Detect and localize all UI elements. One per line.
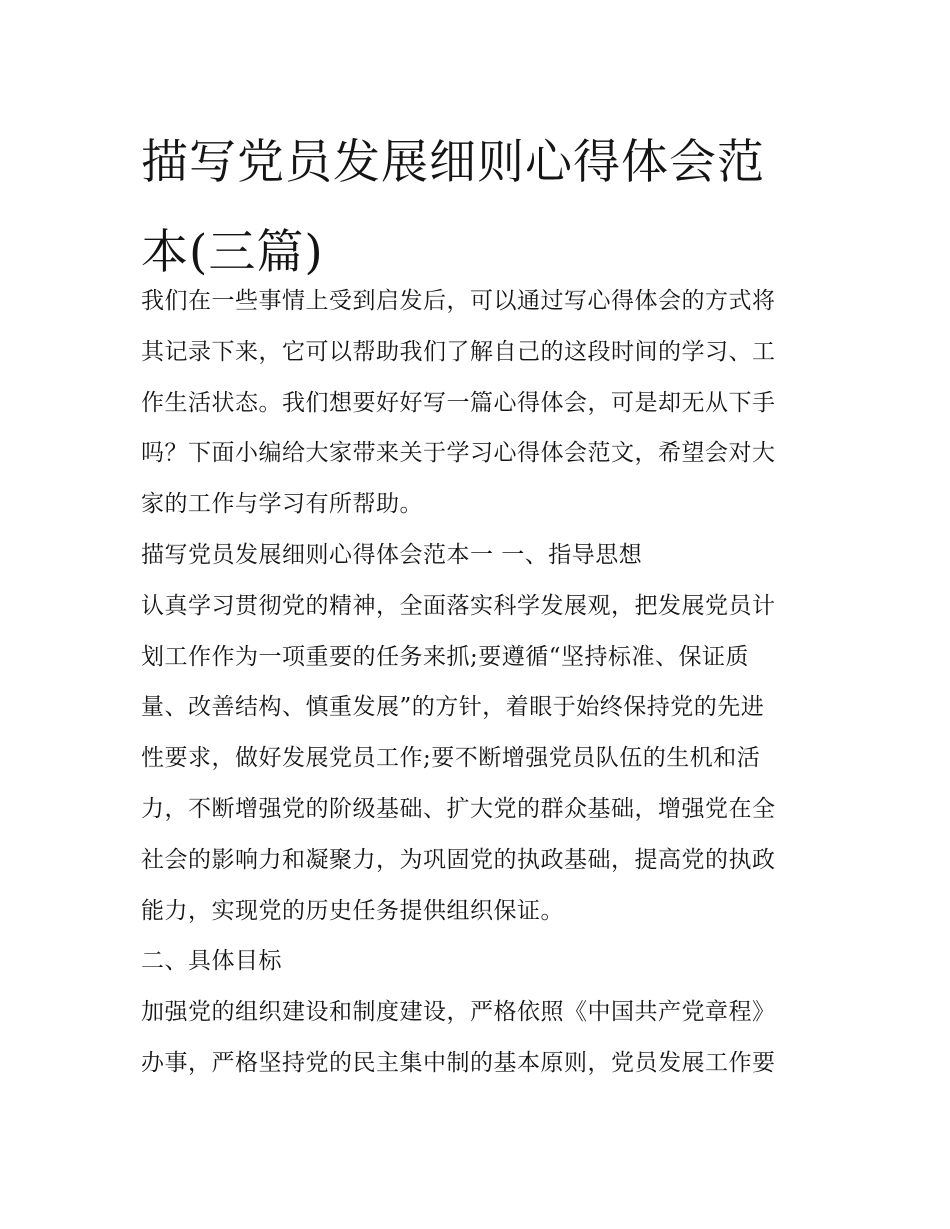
document-body: [141, 276, 821, 1089]
body-line-7: 能力，实现党的历史任务提供组织保证。: [141, 897, 564, 924]
document-title: [141, 118, 821, 298]
body-line-4: 性要求，做好发展党员工作;要不断增强党员队伍的生机和活: [141, 745, 761, 772]
intro-line-4: 吗？下面小编给大家带来关于学习心得体会范文，希望会对大: [141, 440, 776, 467]
body-line-2: 划工作作为一项重要的任务来抓;要遵循“坚持标准、保证质: [141, 643, 750, 670]
body-line-5: 力，不断增强党的阶级基础、扩大党的群众基础，增强党在全: [141, 795, 776, 822]
intro-line-1: 我们在一些事情上受到启发后，可以通过写心得体会的方式将: [141, 288, 776, 314]
section-heading-1: 描写党员发展细则心得体会范本一 一、指导思想: [141, 541, 643, 568]
body-line-3: 量、改善结构、慎重发展”的方针，着眼于始终保持党的先进: [141, 694, 765, 721]
title-line-2: 本(三篇): [141, 225, 324, 280]
body-line-8: 加强党的组织建设和制度建设，严格依照《中国共产党章程》: [141, 999, 776, 1026]
body-line-1: 认真学习贯彻党的精神，全面落实科学发展观，把发展党员计: [141, 592, 776, 619]
section-heading-2: 二、具体目标: [141, 948, 282, 975]
intro-line-2: 其记录下来，它可以帮助我们了解自己的这段时间的学习、工: [141, 338, 776, 365]
title-line-1: 描写党员发展细则心得体会范: [141, 135, 765, 190]
intro-line-5: 家的工作与学习有所帮助。: [141, 491, 423, 518]
body-line-6: 社会的影响力和凝聚力，为巩固党的执政基础，提高党的执政: [141, 846, 776, 873]
intro-line-3: 作生活状态。我们想要好好写一篇心得体会，可是却无从下手: [141, 389, 776, 416]
body-line-9: 办事，严格坚持党的民主集中制的基本原则，党员发展工作要: [141, 1049, 776, 1076]
